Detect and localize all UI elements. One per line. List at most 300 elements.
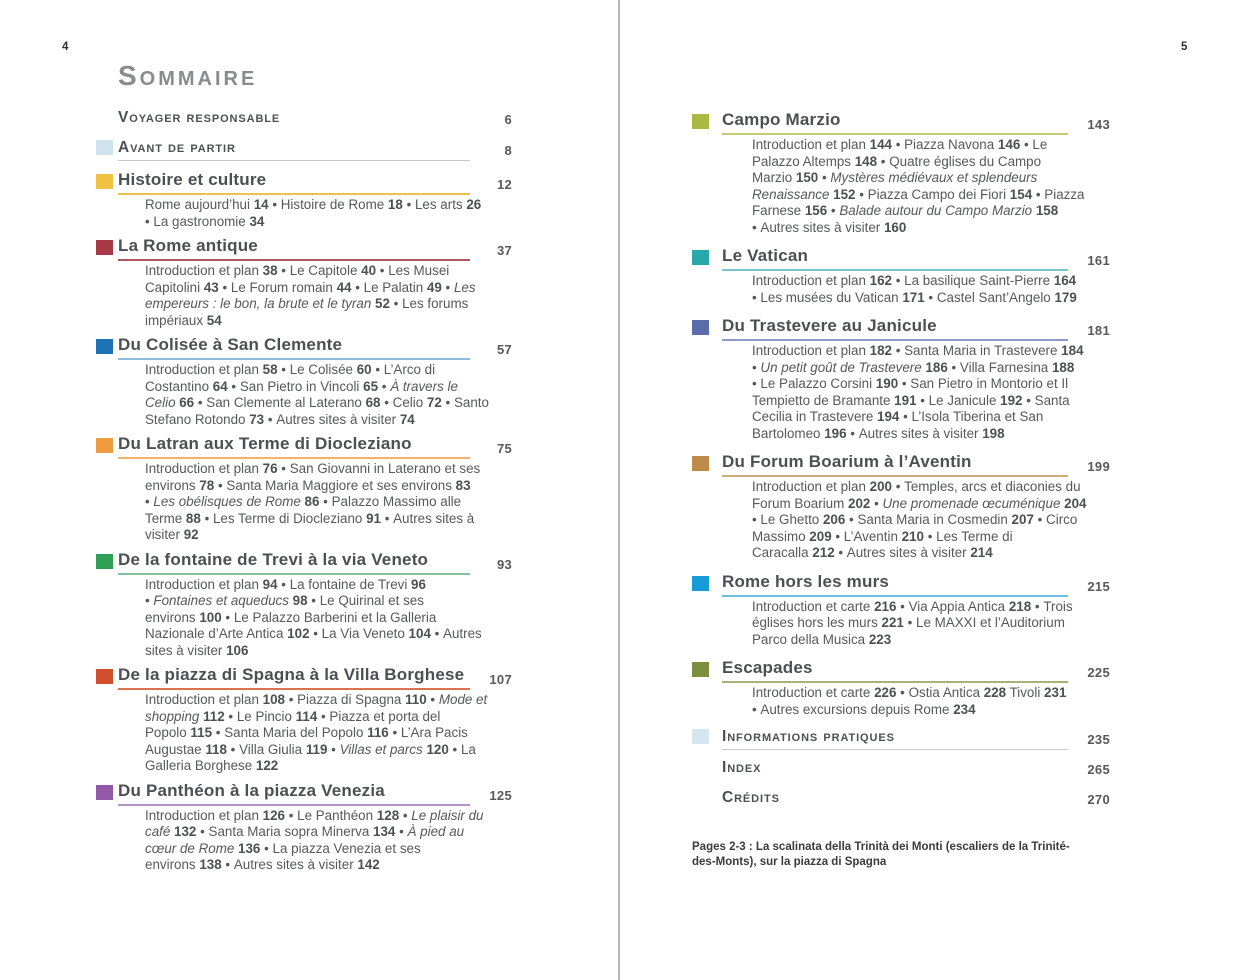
toc-entry-page: 120 (422, 741, 449, 757)
toc-entry (145, 577, 278, 592)
toc-entry-label: Le MAXXI et l’Auditorium Parco della Musica (752, 615, 1065, 647)
bullet-separator: • (752, 512, 761, 527)
section-entries (692, 137, 1110, 236)
toc-entry-page: 162 (865, 273, 892, 288)
section-title-rule (722, 759, 1068, 780)
bullet-separator: • (874, 495, 883, 511)
toc-entry-label: Santo Stefano Rotondo (145, 395, 489, 427)
toc-entry-label: Quatre églises du Campo Marzio (752, 153, 1042, 185)
toc-entry (222, 280, 351, 295)
toc-entry-page: 76 (258, 461, 278, 476)
toc-entry-label: Le Palazzo Altemps (752, 137, 1048, 169)
toc-entry-page: 102 (283, 626, 310, 641)
section-title-rule (722, 452, 1068, 477)
section-title-rule (118, 665, 470, 690)
toc-entry (225, 857, 379, 872)
toc-entry-page: 78 (195, 477, 215, 493)
section-color-square (692, 114, 709, 129)
bullet-separator: • (384, 510, 394, 526)
toc-entry (835, 529, 924, 544)
bullet-separator: • (752, 376, 761, 391)
toc-left-list (96, 109, 512, 874)
page-right (620, 0, 1240, 980)
toc-entry-page: 86 (300, 494, 320, 509)
section-page-number: 265 (1087, 762, 1110, 777)
toc-entry-label: Un petit goût de Trastevere (760, 359, 922, 375)
toc-entry-label: Castel Sant’Angelo (936, 289, 1051, 305)
section-header (692, 658, 1110, 683)
toc-entry (752, 599, 896, 614)
toc-entry-page: 221 (877, 615, 904, 630)
bullet-separator: • (281, 263, 290, 278)
photo-credit-caption: Pages 2-3 : La scalinata della Trinità dei Monti (escaliers de la Trinité-des-Monts), sur la piazza di Spagna (692, 841, 1070, 868)
bullet-separator: • (821, 170, 831, 185)
toc-entry-label: Introduction et plan (145, 807, 259, 823)
section-title-rule (722, 316, 1068, 341)
toc-entry-label: Les obélisques de Rome (153, 494, 301, 509)
toc-entry-page: 74 (396, 411, 415, 427)
toc-entry-label: L’Arco di Costantino (145, 362, 436, 394)
toc-entry-page: 234 (949, 701, 976, 717)
toc-entry (831, 203, 1058, 218)
toc-entry-page: 190 (872, 376, 899, 391)
toc-entry-label: Piazza et porta del Popolo (145, 708, 441, 740)
section-color-square (692, 456, 709, 471)
toc-entry-label: L’Isola Tiberina et San Bartolomeo (752, 409, 1044, 441)
toc-entry-label: Autres sites à visiter (145, 510, 475, 542)
bullet-separator: • (1034, 598, 1044, 614)
section-title-label: Histoire et culture (118, 170, 267, 189)
bullet-separator: • (907, 615, 916, 630)
section-page-number: 6 (504, 112, 512, 127)
toc-entry-page: 83 (451, 477, 471, 493)
bullet-separator: • (228, 708, 237, 724)
toc-entry (859, 187, 1032, 202)
toc-entry (289, 808, 399, 823)
section-page-number: 57 (496, 342, 512, 357)
toc-entry (145, 214, 264, 229)
toc-entry-page: 198 (978, 425, 1005, 441)
toc-entry-page: 26 (462, 197, 482, 212)
toc-entry-label: Le Quirinal et ses environs (145, 593, 424, 625)
bullet-separator: • (230, 741, 240, 757)
toc-entry (231, 379, 378, 394)
section-page-number: 8 (504, 143, 512, 158)
section-color-square (692, 250, 709, 265)
toc-entry-label: Piazza Navona (904, 137, 995, 152)
section-title-rule (722, 728, 1068, 750)
bullet-separator: • (849, 512, 858, 527)
toc-entry-label: Villas et parcs (339, 741, 423, 757)
toc-entry-label: Mystères médiévaux et splendeurs Renaissance (752, 170, 1038, 202)
section-title-rule (722, 246, 1068, 271)
toc-entry-page: 192 (996, 392, 1023, 408)
toc-entry-label: Piazza Campo dei Fiori (867, 186, 1007, 202)
toc-entry-label: Histoire de Rome (280, 197, 385, 212)
section-color-square (96, 785, 113, 800)
toc-entry (145, 494, 319, 509)
toc-entry-page: 108 (258, 692, 285, 707)
section-color-square (96, 438, 113, 453)
toc-section (692, 110, 1110, 236)
toc-entry-label: Introduction et carte (752, 685, 871, 700)
bullet-separator: • (434, 626, 444, 641)
square-spacer (96, 109, 113, 124)
toc-entry-page: 60 (352, 362, 372, 377)
section-title-rule (722, 572, 1068, 597)
toc-entry (752, 479, 892, 494)
section-header (96, 665, 512, 690)
toc-entry (752, 273, 892, 288)
toc-entry-page: 136 (234, 840, 261, 856)
toc-entry-label: Introduction et plan (145, 461, 259, 476)
toc-entry-page: 100 (195, 609, 222, 625)
toc-entry-label: Rome aujourd’hui (145, 197, 250, 212)
section-entries (692, 273, 1110, 306)
toc-entry-label: Le Ghetto (760, 512, 820, 527)
toc-entry-page: 202 (844, 495, 871, 511)
section-page-number: 181 (1087, 323, 1110, 338)
bullet-separator: • (145, 213, 154, 229)
bullet-separator: • (375, 362, 384, 377)
bullet-separator: • (895, 273, 905, 288)
toc-entry-page: 49 (423, 279, 442, 295)
bullet-separator: • (384, 395, 393, 410)
toc-entry (849, 512, 1034, 527)
section-color-square (692, 662, 709, 677)
bullet-separator: • (267, 411, 277, 427)
toc-entry (928, 290, 1076, 305)
bullet-separator: • (355, 279, 364, 295)
section-entries (96, 577, 512, 660)
section-header (692, 110, 1110, 135)
bullet-separator: • (920, 392, 929, 408)
bullet-separator: • (850, 425, 859, 441)
toc-entry-page: 118 (201, 741, 227, 757)
bullet-separator: • (402, 807, 412, 823)
toc-entry (268, 412, 415, 427)
section-entries (96, 197, 512, 230)
toc-entry (281, 263, 376, 278)
toc-entry-label: Santa Maria in Trastevere (904, 343, 1058, 358)
bullet-separator: • (895, 137, 905, 152)
bullet-separator: • (197, 395, 207, 410)
toc-entry (896, 273, 1076, 288)
toc-entry-page: 112 (199, 708, 225, 724)
section-header (96, 335, 512, 360)
toc-entry-page: 98 (288, 593, 308, 608)
section-color-square (96, 140, 113, 155)
toc-entry-page: 216 (870, 598, 897, 614)
section-title-rule (118, 781, 470, 806)
section-title-rule (722, 658, 1068, 683)
toc-entry-page: 40 (357, 263, 377, 278)
toc-section (96, 335, 512, 428)
toc-entry-label: Les Terme di Caracalla (752, 528, 1013, 560)
toc-entry (313, 626, 431, 641)
toc-entry-label: Le Pincio (236, 708, 292, 724)
bullet-separator: • (927, 528, 937, 544)
toc-entry-label: La fontaine de Trevi (289, 576, 408, 592)
toc-entry-label: San Pietro in Vincoli (239, 378, 360, 394)
toc-entry-page: 179 (1050, 289, 1077, 305)
section-header (96, 170, 512, 195)
bullet-separator: • (379, 263, 389, 278)
toc-entry-page: 146 (994, 137, 1021, 152)
bullet-separator: • (225, 609, 234, 625)
toc-entry-label: Introduction et plan (145, 362, 259, 377)
toc-entry-page: 72 (423, 395, 442, 410)
section-page-number: 93 (496, 556, 512, 572)
bullet-separator: • (231, 378, 240, 394)
bullet-separator: • (281, 461, 290, 476)
toc-entry (231, 742, 328, 757)
toc-section (96, 236, 512, 329)
toc-entry (145, 263, 278, 278)
toc-entry-label: Le Panthéon (297, 807, 374, 823)
toc-entry-page: 214 (966, 545, 993, 560)
toc-entry-label: La Via Veneto (321, 626, 405, 641)
toc-entry-label: Autres sites à visiter (760, 219, 881, 235)
toc-entry-page: 119 (302, 741, 328, 757)
toc-entry (896, 137, 1021, 152)
toc-entry-label: Introduction et plan (752, 137, 866, 152)
section-color-square (96, 554, 113, 569)
toc-entry-page: 171 (898, 289, 925, 305)
bullet-separator: • (217, 477, 227, 493)
toc-entry-page: 58 (258, 362, 278, 377)
toc-entry-label: Le Palazzo Barberini et la Galleria Nazionale d’Arte Antica (145, 609, 437, 641)
bullet-separator: • (331, 741, 340, 757)
toc-section (692, 316, 1110, 442)
toc-entry-page: 92 (179, 527, 199, 542)
toc-entry (1010, 685, 1067, 700)
toc-list-item (96, 109, 512, 130)
toc-entry (228, 709, 317, 724)
section-title-rule (118, 109, 470, 130)
section-title-label: Le Vatican (722, 246, 809, 265)
section-entries (692, 479, 1110, 562)
toc-entry-page: 156 (801, 203, 828, 218)
section-title-label: Du Latran aux Terme di Diocleziano (118, 434, 412, 453)
section-header (96, 434, 512, 459)
bullet-separator: • (145, 593, 154, 608)
toc-entry (752, 360, 948, 375)
toc-entry-page: 150 (792, 170, 819, 185)
toc-entry-label: Autres sites à visiter (233, 857, 354, 872)
toc-entry (218, 478, 471, 493)
toc-entry-page: 228 (980, 685, 1007, 700)
toc-entry-page: 94 (258, 576, 278, 592)
toc-entry-page: 132 (170, 824, 197, 839)
toc-section (692, 246, 1110, 306)
toc-entry (900, 685, 1006, 700)
section-entries (96, 362, 512, 428)
toc-entry-label: Le plaisir du café (145, 807, 484, 839)
toc-entry-label: Une promenade œcuménique (882, 495, 1061, 511)
toc-entry-page: 91 (362, 510, 381, 526)
toc-entry-label: San Giovanni in Laterano et ses environs (145, 461, 481, 493)
bullet-separator: • (430, 692, 439, 707)
toc-entry-page: 18 (384, 197, 403, 212)
section-title-label: Crédits (722, 789, 780, 806)
toc-entry (850, 426, 1004, 441)
toc-entry (281, 362, 371, 377)
toc-entry (900, 599, 1031, 614)
toc-section (96, 434, 512, 544)
toc-section (96, 550, 512, 660)
section-title-label: Escapades (722, 658, 813, 677)
toc-entry-label: Autres sites à visiter (145, 626, 482, 658)
toc-entry-page: 148 (851, 153, 878, 169)
toc-entry (331, 742, 449, 757)
toc-entry-label: Autres sites à visiter (276, 411, 397, 427)
section-color-square (692, 729, 709, 744)
toc-entry-label: Temples, arcs et diaconies du Forum Boarium (752, 479, 1081, 511)
toc-entry-page: 209 (805, 528, 832, 544)
section-page-number: 215 (1087, 578, 1110, 594)
toc-entry (281, 577, 426, 592)
toc-entry-page: 194 (873, 409, 900, 424)
toc-entry (752, 220, 906, 235)
section-title-label: Index (722, 759, 762, 776)
toc-entry-label: Le Janicule (928, 392, 997, 408)
toc-entry-label: Le Forum romain (230, 279, 333, 295)
toc-entry-page: 212 (808, 545, 835, 560)
toc-entry (407, 197, 482, 212)
toc-section (692, 658, 1110, 718)
bullet-separator: • (752, 701, 761, 717)
toc-entry (752, 290, 925, 305)
section-header (692, 246, 1110, 271)
toc-entry-label: Introduction et plan (145, 263, 259, 278)
toc-entry-page: 191 (890, 392, 917, 408)
bullet-separator: • (835, 528, 844, 544)
bullet-separator: • (445, 395, 454, 410)
toc-entry-label: Balade autour du Campo Marzio (839, 203, 1033, 218)
section-title-label: Du Trastevere au Janicule (722, 316, 937, 335)
section-header (692, 316, 1110, 341)
section-entries (692, 599, 1110, 649)
toc-entry-label: Autres excursions depuis Rome (760, 701, 950, 717)
toc-entry-label: La Galleria Borghese (145, 741, 476, 773)
toc-entry-page: 164 (1050, 273, 1077, 288)
toc-entry-page: 68 (361, 395, 381, 410)
toc-entry-label: Autres sites à visiter (846, 545, 967, 560)
bullet-separator: • (1024, 137, 1033, 152)
section-title-label: Du Colisée à San Clemente (118, 335, 343, 354)
toc-entry-label: L’Ara Pacis Augustae (145, 725, 468, 757)
toc-entry (752, 512, 845, 527)
section-title-label: Avant de partir (118, 139, 236, 156)
toc-right-body (692, 110, 1110, 869)
toc-entry (874, 496, 1086, 511)
toc-entry-label: Circo Massimo (752, 512, 1078, 544)
toc-entry-page: 96 (407, 576, 426, 592)
bullet-separator: • (288, 807, 298, 823)
section-title-label: De la piazza di Spagna à la Villa Borghese (118, 665, 465, 684)
section-color-square (96, 339, 113, 354)
bullet-separator: • (264, 840, 273, 856)
toc-left-body (96, 60, 512, 880)
section-title-label: Rome hors les murs (722, 571, 890, 591)
bullet-separator: • (830, 203, 840, 218)
toc-entry-page: 154 (1006, 186, 1033, 202)
toc-entry-label: Fontaines et aqueducs (153, 593, 289, 608)
section-header (692, 452, 1110, 477)
toc-entry-page: 226 (870, 685, 897, 700)
section-title-rule (118, 139, 470, 161)
toc-entry-page: 200 (865, 479, 892, 494)
section-title-label: La Rome antique (118, 236, 258, 255)
section-title-label: Campo Marzio (722, 110, 841, 129)
section-entries (96, 461, 512, 544)
section-title-label: Du Panthéon à la piazza Venezia (118, 780, 385, 800)
bullet-separator: • (392, 725, 401, 740)
section-title-rule (118, 434, 470, 459)
toc-entry-label: Piazza di Spagna (297, 692, 402, 707)
toc-entry-page: 73 (245, 411, 265, 427)
toc-entry-page: 223 (865, 631, 892, 647)
section-entries (96, 692, 512, 775)
toc-entry (752, 702, 976, 717)
toc-entry (752, 685, 896, 700)
bullet-separator: • (288, 692, 298, 707)
toc-entry-page: 110 (401, 692, 427, 707)
toc-entry-label: Santa Maria Maggiore et ses environs (226, 477, 452, 493)
section-title-label: Informations pratiques (722, 728, 895, 745)
toc-entry-label: Le Capitole (289, 263, 358, 278)
bullet-separator: • (859, 186, 868, 202)
toc-entry-label: Introduction et carte (752, 598, 871, 614)
toc-entry-page: 206 (819, 512, 846, 527)
section-color-square (692, 320, 709, 335)
toc-entry (145, 692, 285, 707)
bullet-separator: • (313, 626, 322, 641)
toc-entry-label: Les Musei Capitolini (145, 263, 450, 295)
bullet-separator: • (311, 593, 320, 608)
bullet-separator: • (901, 376, 911, 391)
toc-list-item (692, 728, 1110, 750)
toc-entry-label: Les forums impériaux (145, 296, 469, 328)
toc-entry-label: Palazzo Massimo alle Terme (145, 494, 462, 526)
bullet-separator: • (900, 598, 909, 614)
toc-entry-label: L’Aventin (843, 528, 898, 544)
toc-entry (216, 725, 389, 740)
toc-entry-label: Santa Cecilia in Trastevere (752, 392, 1070, 424)
toc-entry-label: Tivoli (1009, 685, 1041, 700)
toc-entry-label: Le Colisée (289, 362, 353, 377)
bullet-separator: • (900, 685, 909, 700)
bullet-separator: • (215, 725, 225, 740)
toc-entry-page: 158 (1032, 203, 1059, 218)
toc-entry-label: San Clemente al Laterano (206, 395, 362, 410)
toc-entry (145, 197, 269, 212)
bullet-separator: • (321, 708, 330, 724)
section-page-number: 161 (1087, 253, 1110, 268)
toc-section (692, 452, 1110, 562)
toc-section (692, 572, 1110, 649)
toc-entry-label: Les arts (414, 197, 463, 212)
toc-entry (145, 593, 308, 608)
toc-entry-page: 134 (369, 824, 396, 839)
bullet-separator: • (281, 362, 290, 377)
toc-entry-page: 152 (829, 186, 856, 202)
toc-entry (752, 343, 892, 358)
bullet-separator: • (406, 197, 415, 212)
toc-entry-page: 210 (897, 528, 924, 544)
section-page-number: 270 (1087, 792, 1110, 807)
